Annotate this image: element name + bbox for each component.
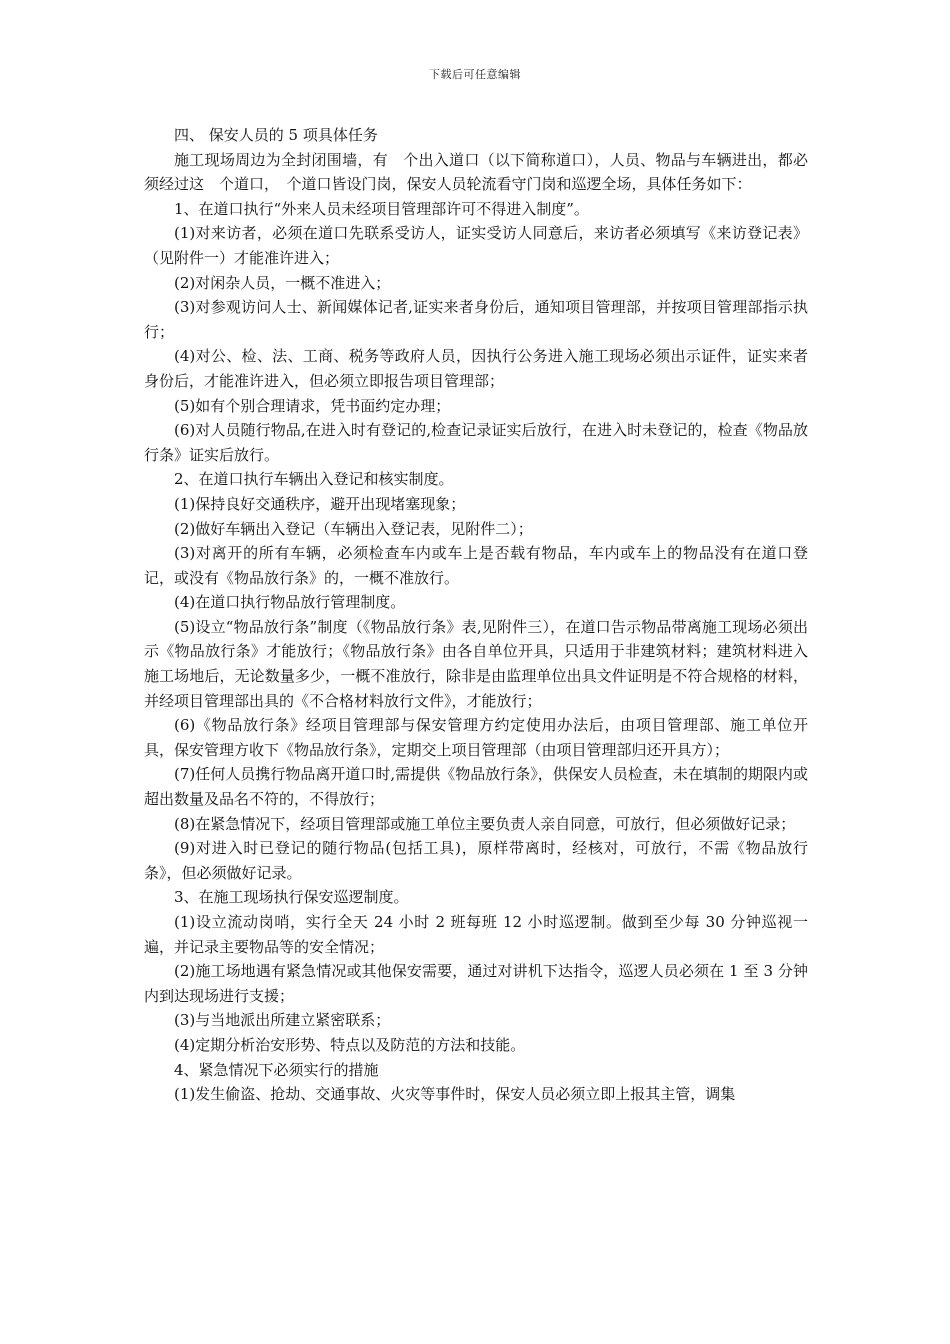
list-item: (6)《物品放行条》经项目管理部与保安管理方约定使用办法后，由项目管理部、施工单位开具，保安管理方收下《物品放行条》，定期交上项目管理部（由项目管理部归还开具方）； <box>144 716 808 759</box>
list-item: (3)与当地派出所建立紧密联系； <box>174 1011 391 1030</box>
section-heading: 4、紧急情况下必须实行的措施 <box>174 1060 379 1079</box>
list-item: (3)对参观访问人士、新闻媒体记者,证实来者身份后，通知项目管理部，并按项目管理部指示执行； <box>144 298 808 341</box>
list-item: (5)如有个别合理请求，凭书面约定办理； <box>174 396 451 415</box>
list-item: (5)设立“物品放行条”制度（《物品放行条》表,见附件三），在道口告示物品带离施工现场必须出示《物品放行条》才能放行；《物品放行条》由各自单位开具，只适用于非建筑材料；建筑材料进入施工场地后，无论数量多少，一概不准放行，除非是由监理单位出具文件证明是不符合规格的材料，并经项目管理部出具的《不合格材料放行文件》，才能放行； <box>144 617 808 710</box>
document-body <box>144 123 808 1107</box>
list-item: (9)对进入时已登记的随行物品(包括工具)，原样带离时，经核对，可放行，不需《物品放行条》，但必须做好记录。 <box>144 839 808 882</box>
list-item: (8)在紧急情况下，经项目管理部或施工单位主要负责人亲自同意，可放行，但必须做好记录； <box>174 814 796 833</box>
section-heading: 2、在道口执行车辆出入登记和核实制度。 <box>174 470 454 489</box>
section-heading: 1、在道口执行“外来人员未经项目管理部许可不得进入制度”。 <box>174 199 589 218</box>
list-item: (3)对离开的所有车辆，必须检查车内或车上是否载有物品，车内或车上的物品没有在道口登记，或没有《物品放行条》的，一概不准放行。 <box>144 544 808 587</box>
list-item: (1)发生偷盗、抢劫、交通事故、火灾等事件时，保安人员必须立即上报其主管，调集 <box>174 1085 736 1104</box>
list-item: (4)定期分析治安形势、特点以及防范的方法和技能。 <box>174 1035 526 1054</box>
list-item: (7)任何人员携行物品离开道口时,需提供《物品放行条》，供保安人员检查，未在填制的期限内或超出数量及品名不符的，不得放行； <box>144 765 808 809</box>
list-item: (2)对闲杂人员，一概不准进入； <box>174 273 391 292</box>
list-item: (1)对来访者，必须在道口先联系受访人，证实受访人同意后，来访者必须填写《来访登记表》（见附件一）才能准许进入； <box>144 224 808 267</box>
list-item: (1)设立流动岗哨，实行全天 24 小时 2 班每班 12 小时巡逻制。做到至少每 30 分钟巡视一遍，并记录主要物品等的安全情况； <box>144 913 808 956</box>
list-item: (2)施工场地遇有紧急情况或其他保安需要，通过对讲机下达指令，巡逻人员必须在 1 至 3 分钟内到达现场进行支援； <box>144 962 808 1005</box>
list-item: (6)对人员随行物品,在进入时有登记的,检查记录证实后放行，在进入时未登记的，检查《物品放行条》证实后放行。 <box>144 421 808 464</box>
section-heading: 3、在施工现场执行保安巡逻制度。 <box>174 888 409 907</box>
list-item: (4)在道口执行物品放行管理制度。 <box>174 593 406 612</box>
section-heading: 四、 保安人员的 5 项具体任务 <box>174 126 378 144</box>
page-header-note: 下载后可任意编辑 <box>429 68 521 81</box>
paragraph: 施工现场周边为全封闭围墙，有 个出入道口（以下简称道口），人员、物品与车辆进出，都必须经过这 个道口， 个道口皆设门岗，保安人员轮流看守门岗和巡逻全场，具体任务如下： <box>144 150 808 194</box>
list-item: (1)保持良好交通秩序，避开出现堵塞现象； <box>174 494 466 513</box>
list-item: (2)做好车辆出入登记（车辆出入登记表，见附件二）； <box>174 519 533 538</box>
list-item: (4)对公、检、法、工商、税务等政府人员，因执行公务进入施工现场必须出示证件，证实来者身份后，才能准许进入，但必须立即报告项目管理部； <box>144 347 808 390</box>
